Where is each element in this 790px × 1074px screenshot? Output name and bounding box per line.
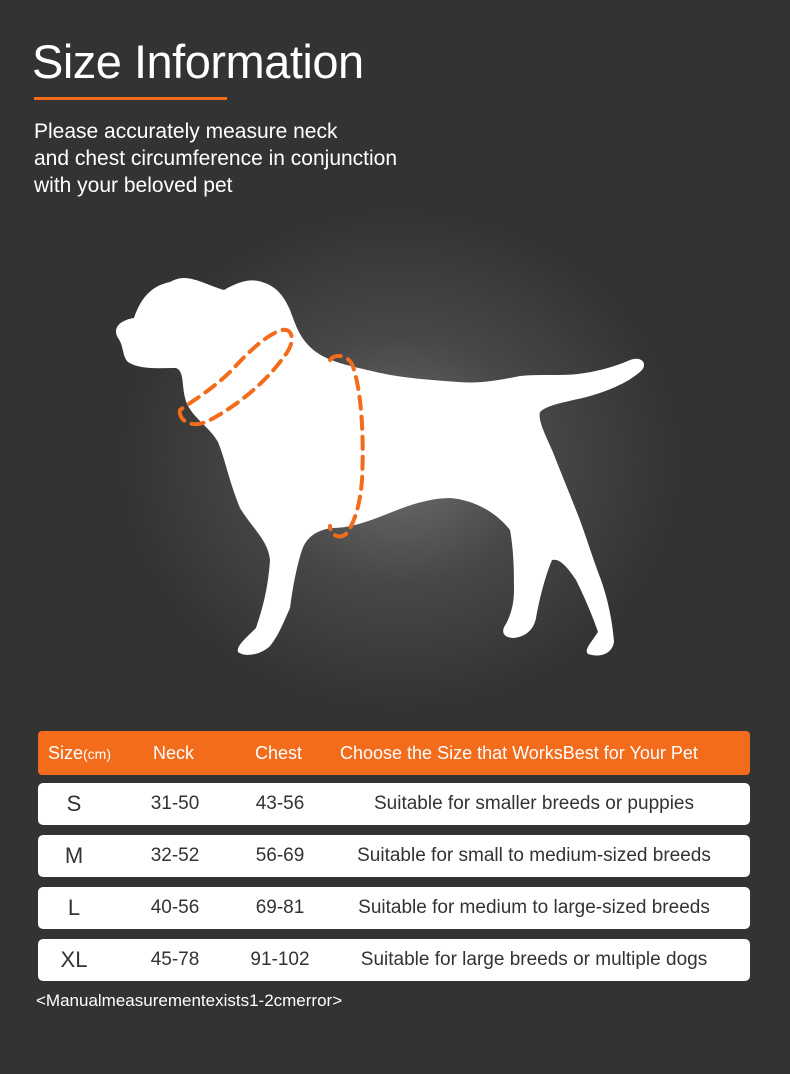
row-description: Suitable for large breeds or multiple dogs (360, 949, 708, 970)
row-neck: 40-56 (150, 897, 200, 918)
row-chest: 91-102 (250, 949, 310, 970)
row-neck: 45-78 (150, 949, 200, 970)
row-chest: 43-56 (255, 793, 305, 814)
header-description: Choose the Size that WorksBest for Your Pet (340, 743, 698, 763)
subtitle-line: Please accurately measure neck (34, 120, 338, 143)
header-neck: Neck (153, 743, 195, 763)
row-description: Suitable for small to medium-sized breeds (357, 845, 711, 866)
row-description: Suitable for medium to large-sized breeds (358, 897, 710, 918)
size-table-header (38, 731, 750, 775)
subtitle-line: with your beloved pet (34, 174, 233, 197)
page-title: Size Information (32, 35, 364, 88)
measurement-footnote: <Manualmeasurementexists1-2cmerror> (36, 991, 343, 1010)
row-size: XL (60, 947, 88, 972)
row-description: Suitable for smaller breeds or puppies (373, 793, 694, 814)
table-row (38, 887, 750, 929)
row-chest: 56-69 (255, 845, 305, 866)
table-row (38, 835, 750, 877)
dog-silhouette (116, 278, 644, 656)
header-size-unit: (cm) (83, 746, 112, 762)
header-size-label: Size (48, 743, 84, 763)
row-size: L (67, 895, 81, 920)
row-neck: 31-50 (150, 793, 200, 814)
row-size: M (64, 843, 84, 868)
table-row (38, 783, 750, 825)
header-chest: Chest (255, 743, 303, 763)
row-size: S (66, 791, 82, 816)
header-size (48, 731, 111, 775)
row-chest: 69-81 (255, 897, 305, 918)
row-neck: 32-52 (150, 845, 200, 866)
subtitle-line: and chest circumference in conjunction (34, 147, 398, 170)
table-row (38, 939, 750, 981)
